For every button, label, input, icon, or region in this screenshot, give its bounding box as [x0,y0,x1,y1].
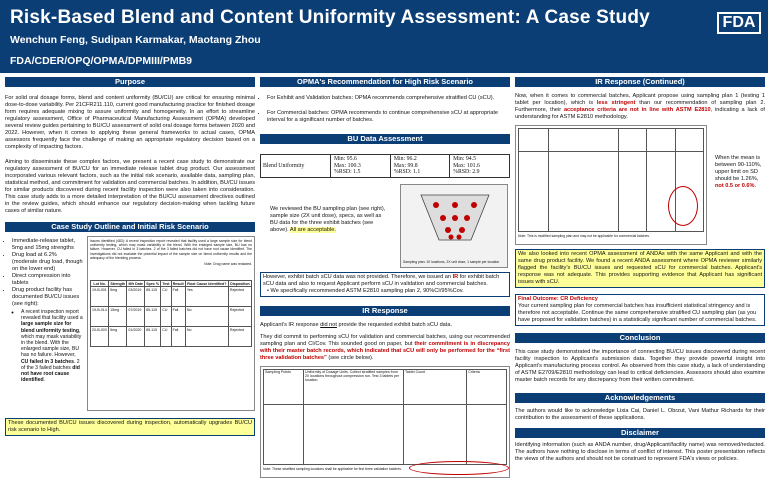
conclusion-heading: Conclusion [515,333,765,343]
table-row: 19-B-001 5mg 03/2019 85-115 CU Fail Yes Rejected [91,287,252,307]
bu-data-heading: BU Data Assessment [260,134,510,144]
conclusion-text: This case study demonstrated the importance of connecting BU/CU issues discovered during recent facility inspection to Applicant's submission data. Together they provide powerful insight into Applicant's manufacturing process control. As observed from this case study, a lack of understanding of ASTM E2709/E2810 methodology can lead to critical deficiencies. Assessors should also examine master batch records for any discrepancy from their written commitment. [515,349,765,383]
disclaimer-text: Identifying information (such as ANDA number, drug/Applicant/facility name) was removed/redacted. The authors have nothing to disclose in terms of conflict of interest. This poster presentation reflects the views of the authors and should not be construed to represent FDA's views or policies. [515,442,765,462]
commercial-plan-note: Note: This is modified sampling plan and may not be applicable for commercial batches. [518,234,650,238]
master-batch-record-excerpt [260,366,510,478]
table-header: Disposition [230,281,250,286]
bu-data-table [260,154,510,178]
failed-batches-table [90,280,252,347]
cr-deficiency-text: Your current sampling plan for commercial batches has insufficient statistical stringency and is therefore not acceptable. Continue the same comprehensive stratified CU sampling plan (as you have proposed for validation batches) in a statistically significant number of commercial batches. [518,303,757,323]
ir-cont-heading: IR Response (Continued) [515,77,765,87]
mbr-caption: Note: These stratified sampling locations shall be applicable for first three validation batches. [263,466,402,471]
column-left [5,77,255,494]
case-study-bullets [5,238,83,383]
fda-logo: FDA [717,12,761,34]
mbr-highlight-circle [409,461,509,475]
table-row [264,404,507,464]
bu-row-label: Blend Uniformity [261,155,331,178]
case-bullet-4-text: Drug product facility has documented BU/CU issues (see right): [12,287,80,307]
bu-data-text: We reviewed the BU sampling plan (see right), sample size (2X unit dose), specs, as well as BU data for the three exhibit batches (see above). All are acceptable. [270,205,386,233]
inspection-excerpt [87,236,255,411]
acknowledgements-heading: Acknowledgements [515,393,765,403]
cr-deficiency-box [515,294,765,326]
purpose-paragraph-2: Aiming to disseminate these complex factors, we present a recent case study to demonstrate our regulatory assessment of BU/CU for an immediate release tablet drug product. Our assessment incorporated various relevant factors, such as the initial risk scenario, available data, sampling plan, statistical method, and commitment for validation and commercial batches. In addition, BU/CU issues for similar products discovered during recent facility inspection were also taken into consideration. This case study adds to a more detailed interpretation of the BU/CU assessment directives outlined in the review guides, which should enhance our regulatory decision-making when tackling future cases of similar nature. [5,159,255,214]
ir-response-paragraph-2: They did commit to performing sCU for validation and commercial batches, using our recommended sampling plan and CI/Cov. This sounded good on paper, but their commitment is in discrepancy with their master batch records, which indicated that sCU will only be performed for the “first three validation batches” (see circle below). [260,333,510,361]
ir-response-heading: IR Response [260,306,510,316]
case-bullet-4 [12,287,83,383]
column-middle [260,77,510,494]
case-bullet-1: • Immediate-release tablet, 5mg and 15mg strengths [12,238,83,252]
case-bullet-2: • Drug load at 6.2% (moderate drug load, though on the lower end) [12,252,83,273]
cr-deficiency-title: Final Outcome: CR Deficiency [518,296,598,302]
table-row: Sampling Points Uniformity of Dosage Units. Collect stratified samples from 20 locations throughout compression run. Test 3 tablets per location. Tablet Count Criteria [264,369,507,404]
mbr-table [263,369,507,465]
bu-warning-bullet: • We specifically recommended ASTM E2810 sampling plan 2, 90%CI/95%Cov. [267,287,464,294]
poster-title: Risk-Based Blend and Content Uniformity Assessment: A Case Study [10,7,650,28]
bu-sampling-area [260,182,510,270]
table-header: Test [162,281,170,286]
bu-warning-box: However, exhibit batch sCU data was not provided. Therefore, we issued an IR for exhibit batch sCU data and also to request Applicant perform sCU in validation and commercial batches. • We specifically recommended ASTM E2810 sampling plan 2, 90%CI/95%Cov. [260,272,510,297]
bu-acceptable-highlight: All are acceptable. [289,226,336,233]
ir-cont-paragraph: Now, when it comes to commercial batches, Applicant propose using sampling plan 1 (testing 1 tablet per location), which is less stringent than our recommendation of sampling plan 2. Furthermore, their acceptance criteria are not in line with ASTM E2810, indicating a lack of understanding for ASTM E2810 methodology. [515,93,766,120]
bu-sampling-plan-image [400,184,508,268]
bu-cell-batch-1: Min: 95.6 Max: 100.3 %RSD: 1.5 [331,155,391,178]
ir-response-paragraph-1: Applicant's IR response did not provide the requested exhibit batch sCU data. [260,321,453,328]
opma-rec-bullet-2: • For Commercial batches: OPMA recommends to continue comprehensive sCU at appropriate interval for a significant number of batches. [267,110,510,124]
table-row [261,155,510,178]
table-header: Mfr Date [128,281,143,286]
table-row: 19-B-014 15mg 07/2019 85-115 CU Fail No Rejected [91,307,252,327]
inspection-note: Note: Drug name was redacted. [204,262,252,267]
opma-rec-bullet-1: • For Exhibit and Validation batches: OPMA recommends comprehensive stratified CU (sCU). [267,95,510,102]
table-header: Lot No. [91,281,109,287]
column-right [515,77,765,494]
purpose-paragraph-1: For solid oral dosage forms, blend and content uniformity (BU/CU) are critical for ensuring minimal dose-to-dose variability. Per 21CFR211.110, current good manufacturing practice for finished dosage form requires adequate mixing to assure uniformity and homogeneity. In an effort to streamline regulatory assessment, Office of Pharmaceutical Manufacturing Assessment (OPMA) developed several review guides pertaining to BU/CU assessment of solid oral dosage forms between 2020 and 2022. However, when it comes to applying these general frameworks to actual cases, OPMA assessors frequently face the challenge of making an appropriate regulatory decision based on a complexity of impacting factors. [5,95,255,150]
commercial-plan-highlight [668,186,698,226]
case-bullet-3: • Direct compression into tablets [12,273,83,287]
opma-rec-heading: OPMA's Recommendation for High Risk Scenario [260,77,510,87]
disclaimer-heading: Disclaimer [515,428,765,438]
table-row: 20-B-003 5mg 01/2020 85-115 CU Fail No Rejected [91,327,252,347]
poster-authors: Wenchun Feng, Sudipan Karmakar, Maotang Zhou [10,34,261,46]
poster-header [0,0,768,73]
table-header: Strength [110,281,126,286]
anda-finding-box: We also looked into recent OPMA assessment of ANDAs with the same Applicant and with the same drug product facility. We found a recent ANDA assessment where OPMA reviewer similarly flagged the facility's BU/CU issues and requested sCU for commercial batches. Applicant's response was not adequate. This provides supporting evidence that Applicant has significant issues with sCU. [515,249,765,288]
bu-cell-batch-2: Min: 96.2 Max: 99.8 %RSD: 1.1 [390,155,449,178]
case-study-heading: Case Study Outline and Initial Risk Scenario [5,222,255,232]
case-study-footer: These documented BU/CU issues discovered during inspection, automatically upgrades BU/CU risk scenario to High. [5,418,255,436]
sd-limit-note: When the mean is between 90-110%, upper limit on SD should be 1.26%, not 0.5 or 0.6%. [715,155,762,189]
purpose-heading: Purpose [5,77,255,87]
blender-diagram [401,185,509,255]
sampling-plan-caption: Sampling plan: 10 locations, 2X unit dose, 1 sample per location [403,259,500,264]
bu-cell-batch-3: Min: 94.5 Max: 101.6 %RSD: 2.9 [450,155,510,178]
commercial-sampling-table [515,125,707,245]
commercial-plan-area [515,125,765,247]
poster-affiliation: FDA/CDER/OPQ/OPMA/DPMIII/PMB9 [10,55,193,67]
table-header: Root Cause Identified? [187,281,227,286]
case-sub-bullet: ◦ A recent inspection report revealed that facility used a large sample size for blend uniformity testing, which may mask variability in the blend. With the enlarged sample size, BU has no failure. However, CU failed in 3 batches. 2 of the 3 failed batches did not have root cause identified. [21,309,83,383]
table-header: Result [172,281,184,286]
acknowledgements-text: The authors would like to acknowledge Lixia Cai, Daniel L. Obrzut, Vani Mathur Richards for their contribution to the assessment of these applications. [515,408,765,421]
table-header: Spec % [146,281,160,286]
case-study-body [5,236,255,416]
inspection-text: Issues identified (483): A recent inspection report revealed that facility used a large sample size for blend uniformity testing, which may mask variability in the blend. With the enlarged sample size, BU has no failure. However, CU failed in 3 batches. 2 of the 3 failed batches did not have root cause identified. The investigations did not evaluate the potential impact of the sample size on blend uniformity results and the adequacy of the blending process. [90,239,252,260]
opma-rec-bullets [260,95,510,124]
table-row [519,129,704,152]
